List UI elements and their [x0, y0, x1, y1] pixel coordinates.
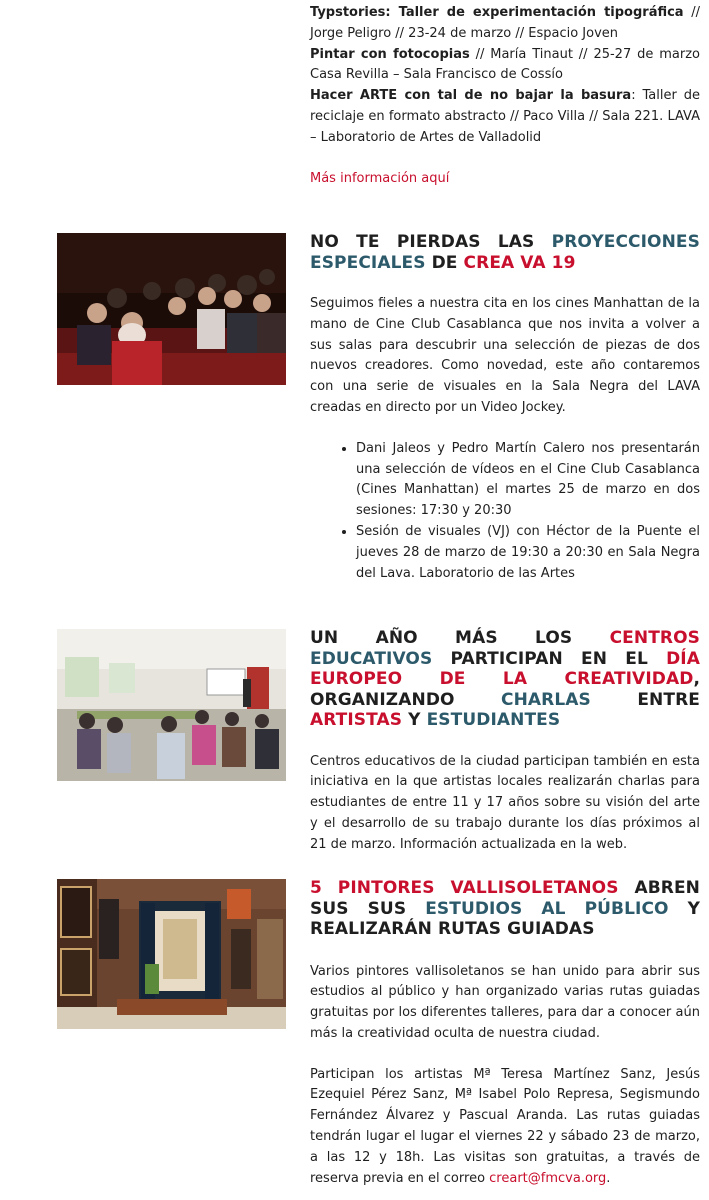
classroom-photo: [57, 629, 286, 781]
heading-part: UN AÑO MÁS LOS: [310, 628, 610, 648]
heading-part: CREA VA 19: [463, 252, 576, 273]
section-body: Varios pintores vallisoletanos se han unido para abrir sus estudios al público y han organizado varias rutas guiadas gratuitas por los diferentes talleres, para dar a conocer aún más la creatividad oculta de nuestra ciudad.: [310, 963, 700, 1041]
heading-part: EDUCATIVOS: [310, 648, 433, 669]
heading-part: Y REALIZARÁN RUTAS GUIADAS: [310, 898, 700, 939]
heading-part: ESTUDIANTES: [426, 710, 561, 730]
screenings-list: [310, 439, 700, 585]
heading-part: ARTISTAS: [310, 710, 403, 730]
heading-part: ENTRE: [590, 689, 700, 710]
workshop-title: Hacer ARTE con tal de no bajar la basura: [310, 88, 632, 104]
heading-part: , ORGANIZANDO: [310, 669, 700, 710]
heading-part: DÍA EUROPEO DE LA CREATIVIDAD: [310, 648, 700, 689]
workshop-item: [310, 45, 700, 87]
section-body-artists: [310, 1065, 700, 1190]
section-body: Centros educativos de la ciudad participan también en esta iniciativa en la que artistas locales realizarán charlas para estudiantes de entre 11 y 17 años sobre su visión del arte y el desarrollo de su trabajo durante los días próximos al 21 de marzo. Información actualizada en la web.: [310, 753, 700, 852]
heading-part: ESTUDIOS AL PÚBLICO: [425, 898, 669, 919]
workshop-title: Typstories: Taller de experimentación tipográfica: [310, 5, 684, 20]
section-heading: [310, 232, 700, 273]
heading-part: ABREN SUS SUS: [310, 878, 700, 919]
workshops-block: [310, 3, 700, 189]
heading-part: PARTICIPAN EN EL: [432, 648, 667, 669]
section-body: Seguimos fieles a nuestra cita en los cines Manhattan de la mano de Cine Club Casablanca que nos invita a volver a sus salas para descubrir una selección de piezas de dos nuevos creadores. Como novedad, este año contaremos con una serie de visuales en la Sala Negra del LAVA creadas en directo por un Video Jockey.: [310, 296, 700, 415]
email-link[interactable]: creart@fmcva.org: [489, 1170, 607, 1186]
heading-part: CHARLAS: [501, 689, 591, 710]
workshop-details: // Jorge Peligro // 23-24 de marzo // Espacio Joven: [310, 5, 700, 41]
section-heading: [310, 878, 700, 940]
schools-section: [310, 628, 700, 855]
list-item: • Sesión de visuales (VJ) con Héctor de la Puente el jueves 28 de marzo de 19:30 a 20:30 en Sala Negra del Lava. Laboratorio de las Artes: [356, 522, 700, 584]
workshop-details: // María Tinaut // 25-27 de marzo Casa Revilla – Sala Francisco de Cossío: [310, 46, 700, 83]
heading-part: 5 PINTORES VALLISOLETANOS: [310, 878, 619, 898]
heading-part: PROYECCIONES ESPECIALES: [310, 232, 700, 273]
workshop-item: [310, 86, 700, 148]
workshop-item: [310, 3, 700, 45]
list-item: • Dani Jaleos y Pedro Martín Calero nos presentarán una selección de vídeos en el Cine Club Casablanca (Cines Manhattan) el martes 25 de marzo en dos sesiones: 17:30 y 20:30: [356, 439, 700, 522]
more-info-link[interactable]: Más información aquí: [310, 170, 450, 186]
heading-part: Y: [402, 710, 427, 730]
workshop-details: : Taller de reciclaje en formato abstracto // Paco Villa // Sala 221. LAVA – Laboratorio de Artes de Valladolid: [310, 88, 701, 145]
heading-part: NO TE PIERDAS LAS: [310, 232, 552, 252]
painters-section: [310, 878, 700, 1189]
cinema-audience-photo: [57, 233, 286, 385]
workshop-title: Pintar con fotocopias: [310, 46, 470, 62]
heading-part: DE: [425, 252, 464, 273]
artist-studio-photo: [57, 879, 286, 1029]
screenings-section: [310, 232, 700, 584]
section-heading: [310, 628, 700, 731]
sentence-end: .: [606, 1170, 611, 1186]
heading-part: CENTROS: [609, 628, 700, 648]
artists-text: Participan los artistas Mª Teresa Martínez Sanz, Jesús Ezequiel Pérez Sanz, Mª Isabel Polo Represa, Segismundo Fernández Álvarez y Pascual Aranda. Las rutas guiadas tendrán lugar el lugar el viernes 22 y sábado 23 de marzo, a las 12 y 18h. Las visitas son gratuitas, a través de reserva previa en el correo: [310, 1066, 700, 1186]
